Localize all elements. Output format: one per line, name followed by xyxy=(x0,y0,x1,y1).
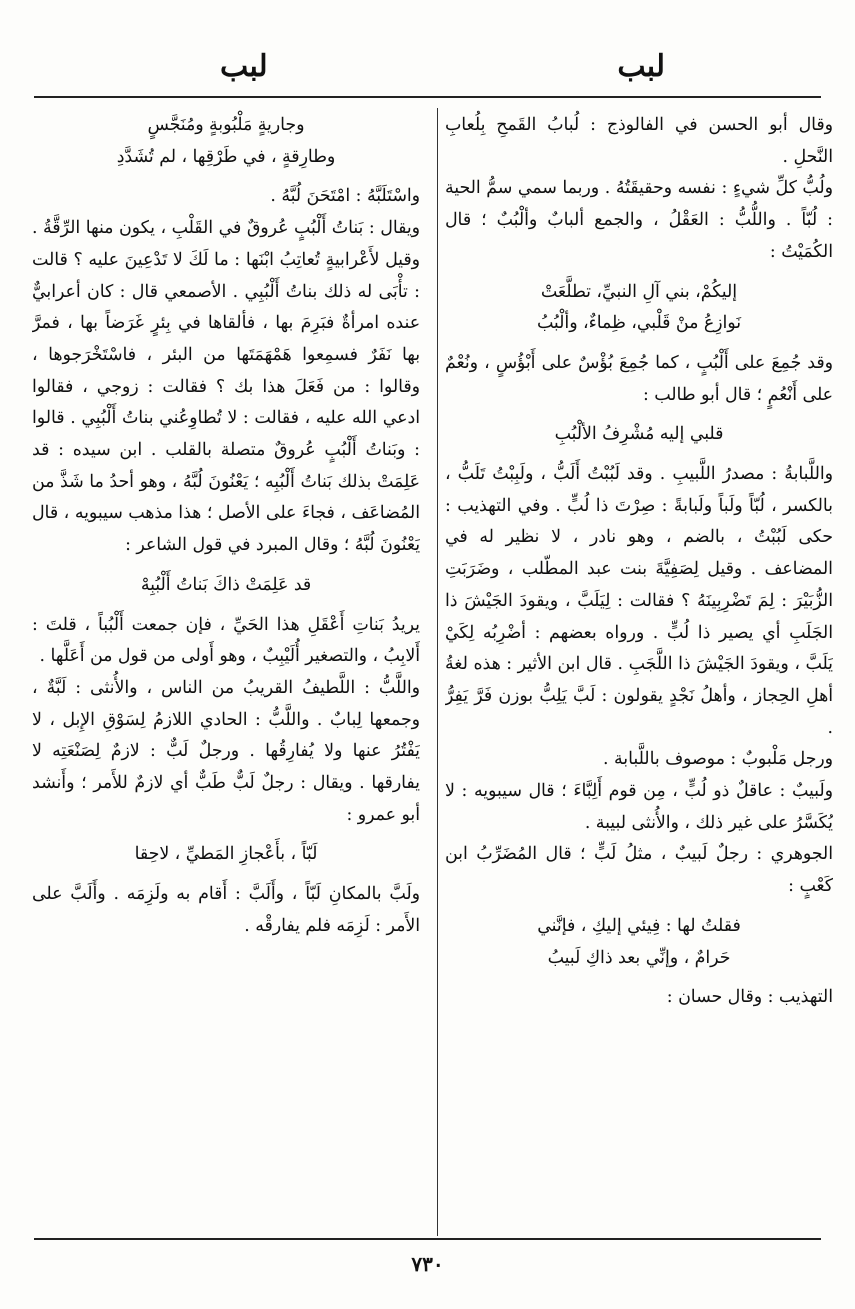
page-number: ٧٣٠ xyxy=(411,1252,444,1276)
paragraph: يريدُ بَناتِ أَعْقَلِ هذا الحَيِّ ، فإن جمعت أَلْبُباً ، قلتَ : أَلابِبُ ، والتصغير أُلَيْبِبٌ ، وهو أَولى من قول من أَعَلَّها . xyxy=(32,614,420,667)
verse: فقلتُ لها : فِيئي إليكِ ، فإنَّني حَرامٌ ، وإنِّي بعد ذاكِ لَبيبُ xyxy=(537,915,741,968)
right-column xyxy=(445,110,833,1235)
verse: إليكُمْ، بني آلِ النبيِّ، تطلَّعَتْ نَوازِعُ منْ قَلْبي، ظِماءٌ، وألْبُبُ xyxy=(536,281,742,334)
top-rule xyxy=(34,96,821,98)
right-column-header: لبب xyxy=(617,49,665,84)
paragraph: واسْتَلَبَّهُ : امْتَحَنَ لُبَّهُ . xyxy=(270,186,420,207)
paragraph: ورجل مَلْبوبٌ : موصوف باللَّبابة . xyxy=(603,749,833,770)
paragraph: ولُبُّ كلِّ شيءٍ : نفسه وحقيقَتُهُ . وربما سمي سمُّ الحية : لُبّاً . واللُّبُّ : العَقْلُ ، والجمع ألبابٌ وألْبُبٌ ؛ قال الكُمَيْتُ : xyxy=(445,178,833,262)
bottom-rule xyxy=(34,1238,821,1240)
paragraph: وقال أبو الحسن في الفالوذج : لُبابُ القَمحِ بِلُعابِ النَّحلِ . xyxy=(445,115,833,167)
left-column xyxy=(32,110,420,1235)
verse: وجاريةٍ مَلْبُوبةٍ ومُنَجَّسٍ وطارِقةٍ ، في طَرْقِها ، لم تُشَدَّدِ xyxy=(116,115,336,167)
paragraph: ولَبَّ بالمكانِ لَبّاً ، وأَلَبَّ : أَقام به ولَزِمَه . وأَلَبَّ على الأَمر : لَزِمَه فلم يفارقْه . xyxy=(32,884,420,936)
paragraph: ويقال : بَناتُ أَلْبُبٍ عُروقٌ في القَلْبِ ، يكون منها الرِّقَّةُ . وقيل لأَعْرابيةٍ تُعاتِبُ ابْنَها : ما لَكَ لا تَدْعِينَ عليه ؟ قالت : تأْبَى له ذلك بناتُ أَلْبُبِي . الأصمعي قال : كان أعرابيٌّ عنده امرأةٌ فبَرِمَ بها ، فألقاها في بِئرٍ غَرَضاً بها ، فمرَّ بها نَفَرٌ فسمِعوا هَمْهَمَتَها من البئر ، فاسْتَخْرَجوها ، وقالوا : من فَعَلَ هذا بك ؟ فقالت : زوجي ، فقالوا ادعي الله عليه ، فقالت : لا تُطاوِعُني بناتُ أَلْبُبِي . قالوا : وبَناتُ أَلْبُبٍ عُروقٌ متصلة بالقلب . ابن سيده : قد عَلِمَتْ بذلك بَناتُ أَلْبُبِه ؛ يَعْنُونَ لُبَّهُ ، وهو أحدُ ما شَذَّ من المُضاعَف ، فجاءَ على الأصل ؛ هذا مذهب سيبويه ، قال يَعْنُونَ لُبَّهُ ؛ وقال المبرد في قول الشاعر : xyxy=(32,218,420,556)
paragraph: الجوهري : رجلٌ لَبيبٌ ، مثلُ لَبٍّ ؛ قال المُضَرِّبُ ابن كَعْبٍ : xyxy=(445,844,833,897)
verse: لَبّاً ، بأَعْجازِ المَطيِّ ، لاحِقا xyxy=(134,844,318,865)
verse: قد عَلِمَتْ ذاكَ بَناتُ أَلْبُبِهْ xyxy=(140,574,312,595)
paragraph: ولَبيبٌ : عاقلٌ ذو لُبٍّ ، مِن قوم أَلِبَّاءَ ؛ قال سيبويه : لا يُكَسَّرُ على غير ذلك ، والأُنثى لبيبة . xyxy=(445,781,833,833)
paragraph: وقد جُمِعَ على أَلْبُبٍ ، كما جُمِعَ بُؤْسٌ على أَبْؤُسٍ ، ونُعْمٌ على أَنْعُمٍ ؛ قال أبو طالب : xyxy=(445,352,833,405)
column-divider xyxy=(437,108,438,1236)
paragraph: التهذيب : وقال حسان : xyxy=(666,987,833,1008)
paragraph: واللَّبُّ : اللَّطيفُ القريبُ من الناس ، والأُنثى : لَبَّةٌ ، وجمعها لِبابٌ . واللَّبُّ : الحادي اللازمُ لِسَوْقِ الإِبل ، لا يَفْتُرُ عنها ولا يُفارِقُها . ورجلٌ لَبٌّ : لازمٌ لِصَنْعَتِه لا يفارقها . ويقال : رجلٌ لَبٌّ طَبٌّ أي لازمٌ للأَمر ؛ وأَنشد أبو عمرو : xyxy=(32,677,420,825)
verse: قلبي إليه مُشْرِفُ الألْبُبِ xyxy=(554,424,724,445)
paragraph: واللَّبابةُ : مصدرُ اللَّبيبِ . وقد لَبُبْتُ أَلَبُّ ، ولَبِبْتُ تَلَبُّ ، بالكسر ، لُبّاً ولَباً ولَبابةً : صِرْتَ ذا لُبٍّ . وفي التهذيب : حكى لَبُبْتُ ، بالضم ، وهو نادر ، لا نظير له في المضاعف . وقيل لِصَفِيَّةَ بنت عبد المطّلب ، وضَرَبَتِ الزُّبَيْرَ : لِمَ تَضْرِبِينَهُ ؟ فقالت : لِيَلَبَّ ، ويقودَ الجَيْشَ ذا الجَلَبِ أي يصير ذا لُبٍّ . ورواه بعضهم : أضْرِبُه لِكَيْ يَلَبَّ ، ويقودَ الجَيْشَ ذا اللَّجَبِ . قال ابن الأثير : هذه لغةُ أهلِ الحِجاز ، وأهلُ نَجْدٍ يقولون : لَبَّ يَلِبُّ بوزن فَرَّ يَفِرُّ . xyxy=(445,464,833,738)
left-column-header: لبب xyxy=(220,49,268,84)
